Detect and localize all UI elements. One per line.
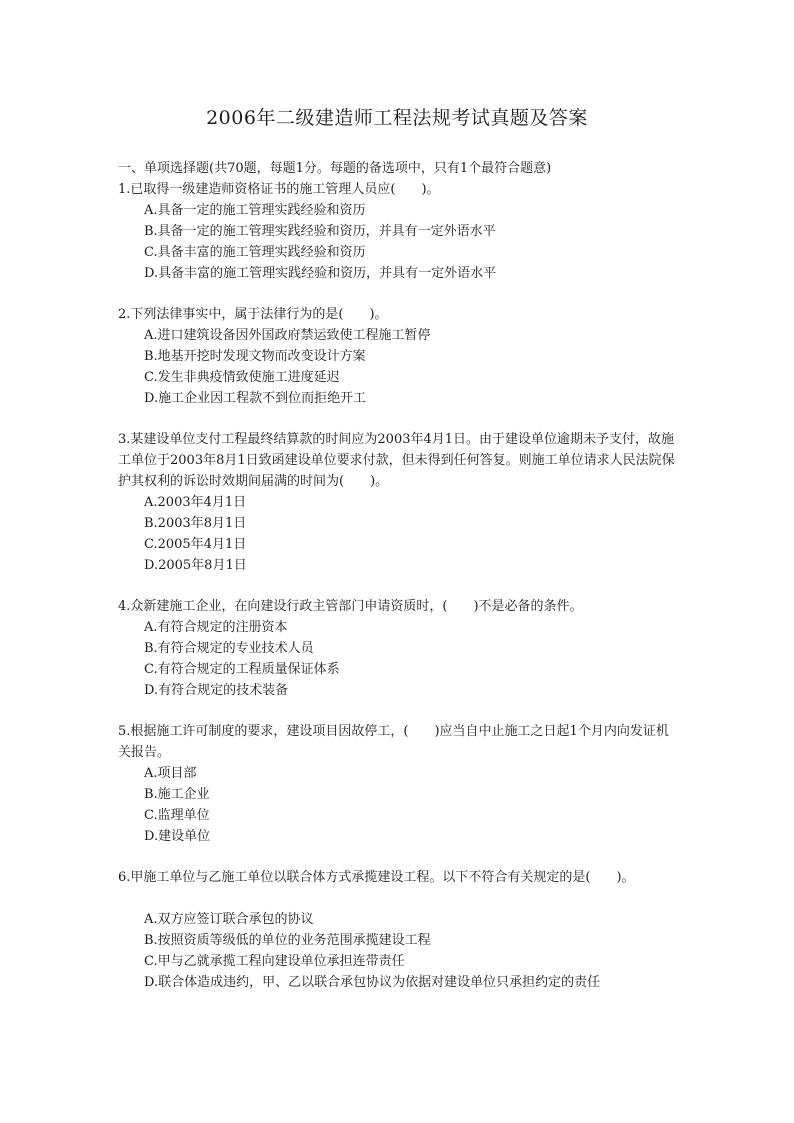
option-a: A.有符合规定的注册资本: [144, 620, 288, 635]
option-list: [144, 617, 678, 701]
option-c: C.发生非典疫情致使施工进度延迟: [144, 370, 340, 385]
option-a: A.进口建筑设备因外国政府禁运致使工程施工暂停: [144, 328, 431, 343]
option-list: [144, 492, 678, 576]
exam-content: [118, 159, 678, 1013]
question-1: [118, 179, 678, 284]
option-d: D.有符合规定的技术装备: [144, 683, 289, 698]
option-b: B.施工企业: [144, 787, 210, 802]
option-a: A.2003年4月1日: [144, 495, 247, 510]
option-d: D.施工企业因工程款不到位而拒绝开工: [144, 391, 367, 406]
section-heading: 一、单项选择题(共70题，每题1分。每题的备选项中，只有1个最符合题意): [118, 161, 552, 176]
option-d: D.建设单位: [144, 829, 211, 844]
option-list: [144, 200, 678, 284]
option-c: C.甲与乙就承揽工程向建设单位承担连带责任: [144, 954, 405, 969]
option-b: B.按照资质等级低的单位的业务范围承揽建设工程: [144, 933, 431, 948]
option-list: [144, 325, 678, 409]
option-b: B.有符合规定的专业技术人员: [144, 641, 314, 656]
question-stem: 1.已取得一级建造师资格证书的施工管理人员应( )。: [118, 182, 440, 197]
page-title: 2006年二级建造师工程法规考试真题及答案: [206, 107, 588, 129]
question-6: [118, 867, 678, 993]
question-4: [118, 596, 678, 701]
option-b: B.地基开挖时发现文物而改变设计方案: [144, 349, 366, 364]
option-b: B.2003年8月1日: [144, 516, 247, 531]
question-stem: 6.甲施工单位与乙施工单位以联合体方式承揽建设工程。以下不符合有关规定的是( )。: [118, 870, 635, 885]
option-d: D.联合体造成违约，甲、乙以联合承包协议为依据对建设单位只承担约定的责任: [144, 975, 601, 990]
option-list: [144, 909, 678, 993]
question-2: [118, 304, 678, 409]
question-stem: 2.下列法律事实中，属于法律行为的是( )。: [118, 307, 388, 322]
option-d: D.2005年8月1日: [144, 558, 247, 573]
option-d: D.具备丰富的施工管理实践经验和资历，并具有一定外语水平: [144, 266, 497, 281]
question-5: [118, 721, 678, 847]
question-stem: 3.某建设单位支付工程最终结算款的时间应为2003年4月1日。由于建设单位逾期未予支付，故施工单位于2003年8月1日致函建设单位要求付款，但未得到任何答复。则施工单位请求人民法院保护其权利的诉讼时效期间届满的时间为( )。: [118, 432, 675, 489]
option-c: C.具备丰富的施工管理实践经验和资历: [144, 245, 366, 260]
option-list: [144, 763, 678, 847]
option-c: C.2005年4月1日: [144, 537, 247, 552]
option-b: B.具备一定的施工管理实践经验和资历，并具有一定外语水平: [144, 224, 496, 239]
option-a: A.项目部: [144, 766, 197, 781]
question-3: [118, 429, 678, 576]
option-c: C.有符合规定的工程质量保证体系: [144, 662, 340, 677]
option-a: A.双方应签订联合承包的协议: [144, 912, 314, 927]
option-c: C.监理单位: [144, 808, 210, 823]
question-stem: 5.根据施工许可制度的要求，建设项目因故停工，( )应当自中止施工之日起1个月内向发证机关报告。: [118, 724, 669, 760]
option-a: A.具备一定的施工管理实践经验和资历: [144, 203, 366, 218]
question-stem: 4.众新建施工企业，在向建设行政主管部门申请资质时，( )不是必备的条件。: [118, 599, 583, 614]
